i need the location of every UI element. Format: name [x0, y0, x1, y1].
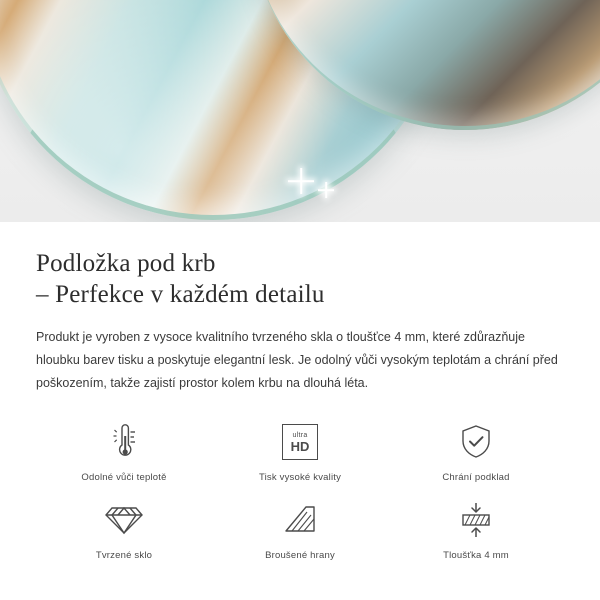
feature-label: Broušené hrany — [265, 550, 335, 561]
headline-line-2: – Perfekce v každém detailu — [36, 281, 325, 308]
feature-label: Tisk vysoké kvality — [258, 472, 342, 483]
feature-item-print-quality — [212, 421, 388, 483]
feature-label: Tloušťka 4 mm — [443, 550, 509, 561]
headline-line-1: Podložka pod krb — [36, 250, 216, 277]
diamond-icon — [104, 499, 144, 541]
feature-label: Chrání podklad — [442, 472, 510, 483]
feature-item-tempered-glass — [36, 499, 212, 561]
shield-check-icon — [458, 421, 494, 463]
description-card — [0, 222, 600, 600]
thickness-arrows-icon — [456, 499, 496, 541]
feature-grid — [36, 421, 564, 561]
ultra-hd-badge-top: ultra — [292, 431, 308, 439]
feature-item-polished-edges — [212, 499, 388, 561]
hero-image — [0, 0, 600, 222]
thermometer-icon — [109, 421, 139, 463]
ultra-hd-badge — [282, 424, 318, 460]
ultra-hd-badge-bottom: HD — [290, 438, 310, 454]
feature-label: Tvrzené sklo — [95, 550, 153, 561]
page-title — [36, 248, 564, 310]
feature-item-temperature — [36, 421, 212, 483]
ultra-hd-icon — [282, 421, 318, 463]
polished-edges-icon — [280, 499, 320, 541]
feature-item-thickness — [388, 499, 564, 561]
feature-item-surface-protection — [388, 421, 564, 483]
description-paragraph: Produkt je vyroben z vysoce kvalitního tvrzeného skla o tloušťce 4 mm, které zdůrazňuje hloubku barev tisku a poskytuje elegantní lesk. Je odolný vůči vysokým teplotám a chrání před poškozením, takže zajistí prostor kolem krbu na dlouhá léta. — [36, 330, 558, 390]
feature-label: Odolné vůči teplotě — [81, 472, 167, 483]
